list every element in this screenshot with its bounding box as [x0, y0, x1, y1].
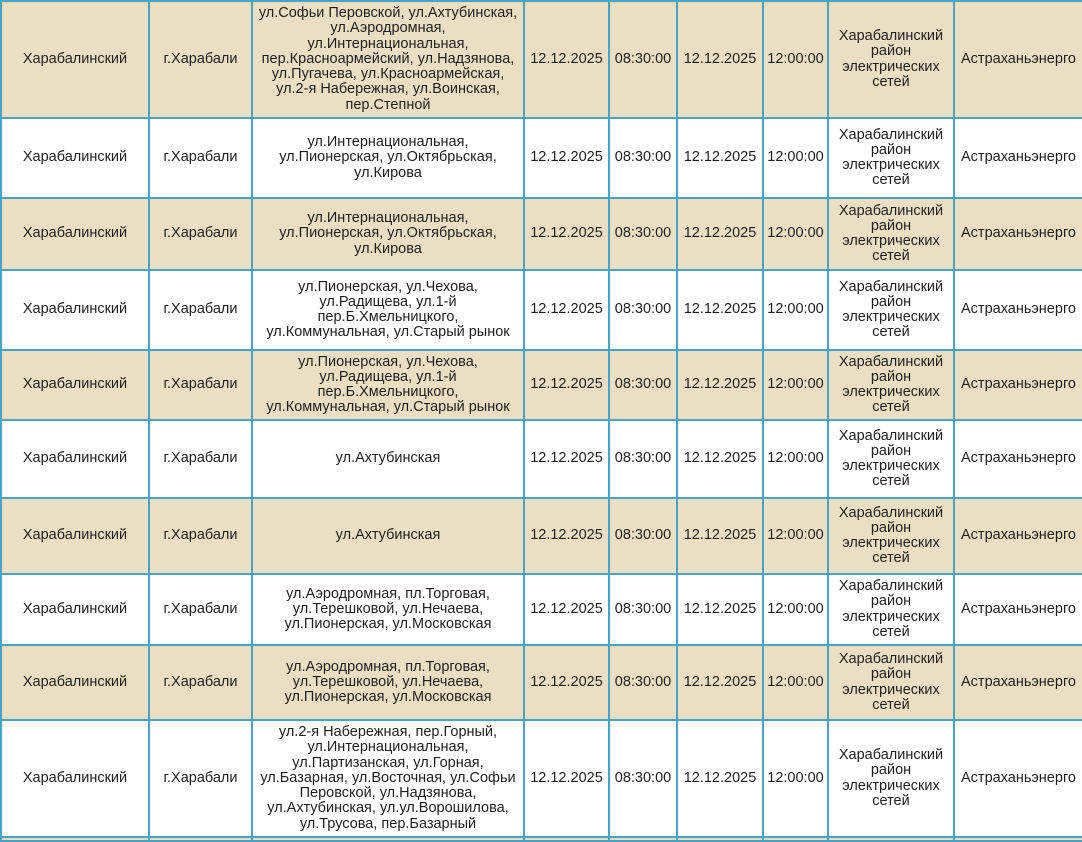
- cell-empty: [1, 837, 149, 841]
- cell-date_start: 12.12.2025: [524, 420, 609, 498]
- cell-time_end: 12:00:00: [763, 645, 828, 720]
- cell-district: Харабалинский: [1, 420, 149, 498]
- table-row: [1, 350, 1082, 420]
- cell-company: Астраханьэнерго: [954, 498, 1082, 574]
- cell-date_start: 12.12.2025: [524, 118, 609, 198]
- cell-time_start: 08:30:00: [609, 420, 677, 498]
- cell-date_start: 12.12.2025: [524, 1, 609, 118]
- cell-time_end: 12:00:00: [763, 350, 828, 420]
- cell-settlement: г.Харабали: [149, 270, 252, 350]
- cell-time_end: 12:00:00: [763, 498, 828, 574]
- cell-streets: ул.Аэродромная, пл.Торговая, ул.Терешковой, ул.Нечаева, ул.Пионерская, ул.Московская: [252, 645, 524, 720]
- cell-date_end: 12.12.2025: [677, 350, 763, 420]
- cell-time_end: 12:00:00: [763, 198, 828, 270]
- cell-date_end: 12.12.2025: [677, 645, 763, 720]
- cell-network_org: Харабалинский район электрических сетей: [828, 420, 954, 498]
- table-row-partial: [1, 837, 1082, 841]
- cell-time_start: 08:30:00: [609, 498, 677, 574]
- table-row: [1, 198, 1082, 270]
- table-row: [1, 574, 1082, 645]
- cell-streets: ул.2-я Набережная, пер.Горный, ул.Интернациональная, ул.Партизанская, ул.Горная, ул.Базарная, ул.Восточная, ул.Софьи Перовской, ул.Надзянова, ул.Ахтубинская, ул.ул.Ворошилова, ул.Трусова, пер.Базарный: [252, 720, 524, 837]
- cell-company: Астраханьэнерго: [954, 574, 1082, 645]
- cell-district: Харабалинский: [1, 645, 149, 720]
- cell-network_org: Харабалинский район электрических сетей: [828, 498, 954, 574]
- cell-company: Астраханьэнерго: [954, 118, 1082, 198]
- cell-empty: [763, 837, 828, 841]
- cell-date_start: 12.12.2025: [524, 270, 609, 350]
- cell-time_start: 08:30:00: [609, 645, 677, 720]
- cell-date_end: 12.12.2025: [677, 574, 763, 645]
- cell-date_end: 12.12.2025: [677, 198, 763, 270]
- cell-district: Харабалинский: [1, 270, 149, 350]
- cell-date_start: 12.12.2025: [524, 198, 609, 270]
- cell-time_end: 12:00:00: [763, 270, 828, 350]
- cell-company: Астраханьэнерго: [954, 350, 1082, 420]
- cell-streets: ул.Ахтубинская: [252, 420, 524, 498]
- cell-time_start: 08:30:00: [609, 350, 677, 420]
- cell-district: Харабалинский: [1, 118, 149, 198]
- cell-company: Астраханьэнерго: [954, 1, 1082, 118]
- cell-date_end: 12.12.2025: [677, 118, 763, 198]
- cell-company: Астраханьэнерго: [954, 645, 1082, 720]
- cell-settlement: г.Харабали: [149, 498, 252, 574]
- cell-date_start: 12.12.2025: [524, 645, 609, 720]
- cell-date_start: 12.12.2025: [524, 498, 609, 574]
- cell-settlement: г.Харабали: [149, 645, 252, 720]
- cell-streets: ул.Софьи Перовской, ул.Ахтубинская, ул.Аэродромная, ул.Интернациональная, пер.Красноармейский, ул.Надзянова, ул.Пугачева, ул.Красноармейская, ул.2-я Набережная, ул.Воинская, пер.Степной: [252, 1, 524, 118]
- cell-network_org: Харабалинский район электрических сетей: [828, 1, 954, 118]
- cell-district: Харабалинский: [1, 350, 149, 420]
- cell-network_org: Харабалинский район электрических сетей: [828, 198, 954, 270]
- cell-date_start: 12.12.2025: [524, 574, 609, 645]
- outage-table-body: [1, 1, 1082, 841]
- cell-empty: [828, 837, 954, 841]
- cell-network_org: Харабалинский район электрических сетей: [828, 574, 954, 645]
- cell-time_end: 12:00:00: [763, 118, 828, 198]
- table-row: [1, 720, 1082, 837]
- cell-district: Харабалинский: [1, 720, 149, 837]
- cell-settlement: г.Харабали: [149, 420, 252, 498]
- cell-settlement: г.Харабали: [149, 720, 252, 837]
- cell-time_start: 08:30:00: [609, 574, 677, 645]
- cell-network_org: Харабалинский район электрических сетей: [828, 118, 954, 198]
- cell-streets: ул.Пионерская, ул.Чехова, ул.Радищева, ул.1-й пер.Б.Хмельницкого, ул.Коммунальная, ул.Старый рынок: [252, 350, 524, 420]
- cell-company: Астраханьэнерго: [954, 420, 1082, 498]
- cell-date_end: 12.12.2025: [677, 498, 763, 574]
- cell-time_start: 08:30:00: [609, 270, 677, 350]
- cell-streets: ул.Интернациональная, ул.Пионерская, ул.Октябрьская, ул.Кирова: [252, 118, 524, 198]
- cell-date_start: 12.12.2025: [524, 720, 609, 837]
- cell-date_end: 12.12.2025: [677, 1, 763, 118]
- cell-streets: ул.Пионерская, ул.Чехова, ул.Радищева, ул.1-й пер.Б.Хмельницкого, ул.Коммунальная, ул.Старый рынок: [252, 270, 524, 350]
- cell-empty: [524, 837, 609, 841]
- cell-time_end: 12:00:00: [763, 720, 828, 837]
- cell-empty: [252, 837, 524, 841]
- table-row: [1, 420, 1082, 498]
- cell-time_start: 08:30:00: [609, 720, 677, 837]
- cell-empty: [677, 837, 763, 841]
- cell-time_start: 08:30:00: [609, 1, 677, 118]
- cell-network_org: Харабалинский район электрических сетей: [828, 720, 954, 837]
- table-row: [1, 498, 1082, 574]
- cell-date_end: 12.12.2025: [677, 270, 763, 350]
- table-row: [1, 1, 1082, 118]
- cell-streets: ул.Интернациональная, ул.Пионерская, ул.Октябрьская, ул.Кирова: [252, 198, 524, 270]
- cell-empty: [149, 837, 252, 841]
- cell-empty: [609, 837, 677, 841]
- cell-settlement: г.Харабали: [149, 1, 252, 118]
- cell-company: Астраханьэнерго: [954, 720, 1082, 837]
- cell-district: Харабалинский: [1, 1, 149, 118]
- table-row: [1, 270, 1082, 350]
- cell-time_end: 12:00:00: [763, 1, 828, 118]
- cell-network_org: Харабалинский район электрических сетей: [828, 645, 954, 720]
- cell-streets: ул.Аэродромная, пл.Торговая, ул.Терешковой, ул.Нечаева, ул.Пионерская, ул.Московская: [252, 574, 524, 645]
- cell-time_start: 08:30:00: [609, 198, 677, 270]
- cell-time_end: 12:00:00: [763, 574, 828, 645]
- cell-district: Харабалинский: [1, 198, 149, 270]
- cell-network_org: Харабалинский район электрических сетей: [828, 270, 954, 350]
- cell-date_end: 12.12.2025: [677, 420, 763, 498]
- cell-company: Астраханьэнерго: [954, 270, 1082, 350]
- table-row: [1, 118, 1082, 198]
- table-row: [1, 645, 1082, 720]
- cell-settlement: г.Харабали: [149, 350, 252, 420]
- cell-settlement: г.Харабали: [149, 118, 252, 198]
- cell-network_org: Харабалинский район электрических сетей: [828, 350, 954, 420]
- cell-settlement: г.Харабали: [149, 198, 252, 270]
- cell-time_start: 08:30:00: [609, 118, 677, 198]
- cell-streets: ул.Ахтубинская: [252, 498, 524, 574]
- cell-date_start: 12.12.2025: [524, 350, 609, 420]
- cell-district: Харабалинский: [1, 574, 149, 645]
- cell-district: Харабалинский: [1, 498, 149, 574]
- cell-company: Астраханьэнерго: [954, 198, 1082, 270]
- cell-date_end: 12.12.2025: [677, 720, 763, 837]
- cell-time_end: 12:00:00: [763, 420, 828, 498]
- cell-settlement: г.Харабали: [149, 574, 252, 645]
- cell-empty: [954, 837, 1082, 841]
